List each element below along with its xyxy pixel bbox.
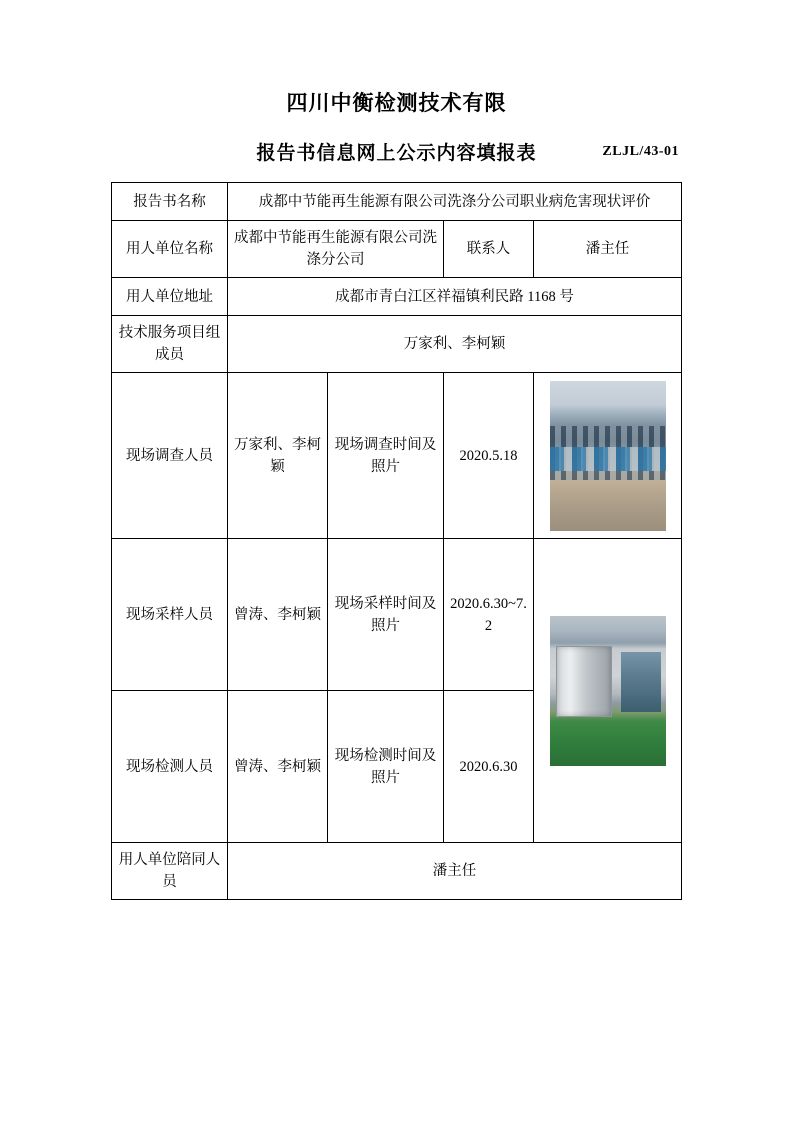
row-label-report-name: 报告书名称: [112, 183, 228, 221]
row-label-sampling-staff: 现场采样人员: [112, 539, 228, 691]
row-value-report-name: 成都中节能再生能源有限公司洗涤分公司职业病危害现状评价: [228, 183, 682, 221]
row-value-employer-name: 成都中节能再生能源有限公司洗涤分公司: [228, 221, 444, 278]
survey-photo-cell: [534, 373, 682, 539]
table-row: [112, 316, 682, 373]
table-row: [112, 843, 682, 900]
sampling-photo-cell: [534, 539, 682, 843]
row-label-testing-staff: 现场检测人员: [112, 691, 228, 843]
subtitle-row: [56, 140, 737, 168]
row-value-contact: 潘主任: [534, 221, 682, 278]
industrial-washer-photo: [550, 616, 666, 766]
page-title: 四川中衡检测技术有限: [286, 91, 507, 115]
row-label-contact: 联系人: [444, 221, 534, 278]
row-value-testing-staff: 曾涛、李柯颖: [228, 691, 328, 843]
page-subtitle: 报告书信息网上公示内容填报表: [256, 143, 537, 164]
title-block: [56, 88, 737, 168]
row-value-survey-staff: 万家利、李柯颖: [228, 373, 328, 539]
row-label-accompanying-staff: 用人单位陪同人员: [112, 843, 228, 900]
row-value-survey-date: 2020.5.18: [444, 373, 534, 539]
row-value-testing-date: 2020.6.30: [444, 691, 534, 843]
table-row: [112, 539, 682, 691]
table-row: [112, 183, 682, 221]
row-label-survey-time: 现场调查时间及照片: [328, 373, 444, 539]
row-label-survey-staff: 现场调查人员: [112, 373, 228, 539]
document-code: ZLJL/43-01: [602, 144, 679, 159]
row-label-testing-time: 现场检测时间及照片: [328, 691, 444, 843]
row-value-team-members: 万家利、李柯颖: [228, 316, 682, 373]
row-value-sampling-date: 2020.6.30~7.2: [444, 539, 534, 691]
row-value-sampling-staff: 曾涛、李柯颖: [228, 539, 328, 691]
row-label-team-members: 技术服务项目组成员: [112, 316, 228, 373]
report-table: [111, 182, 682, 900]
table-row: [112, 278, 682, 316]
row-label-employer-address: 用人单位地址: [112, 278, 228, 316]
row-label-employer-name: 用人单位名称: [112, 221, 228, 278]
row-value-accompanying-staff: 潘主任: [228, 843, 682, 900]
row-label-sampling-time: 现场采样时间及照片: [328, 539, 444, 691]
table-row: [112, 221, 682, 278]
laundry-plant-interior-photo: [550, 381, 666, 531]
table-row: [112, 373, 682, 539]
row-value-employer-address: 成都市青白江区祥福镇利民路 1168 号: [228, 278, 682, 316]
